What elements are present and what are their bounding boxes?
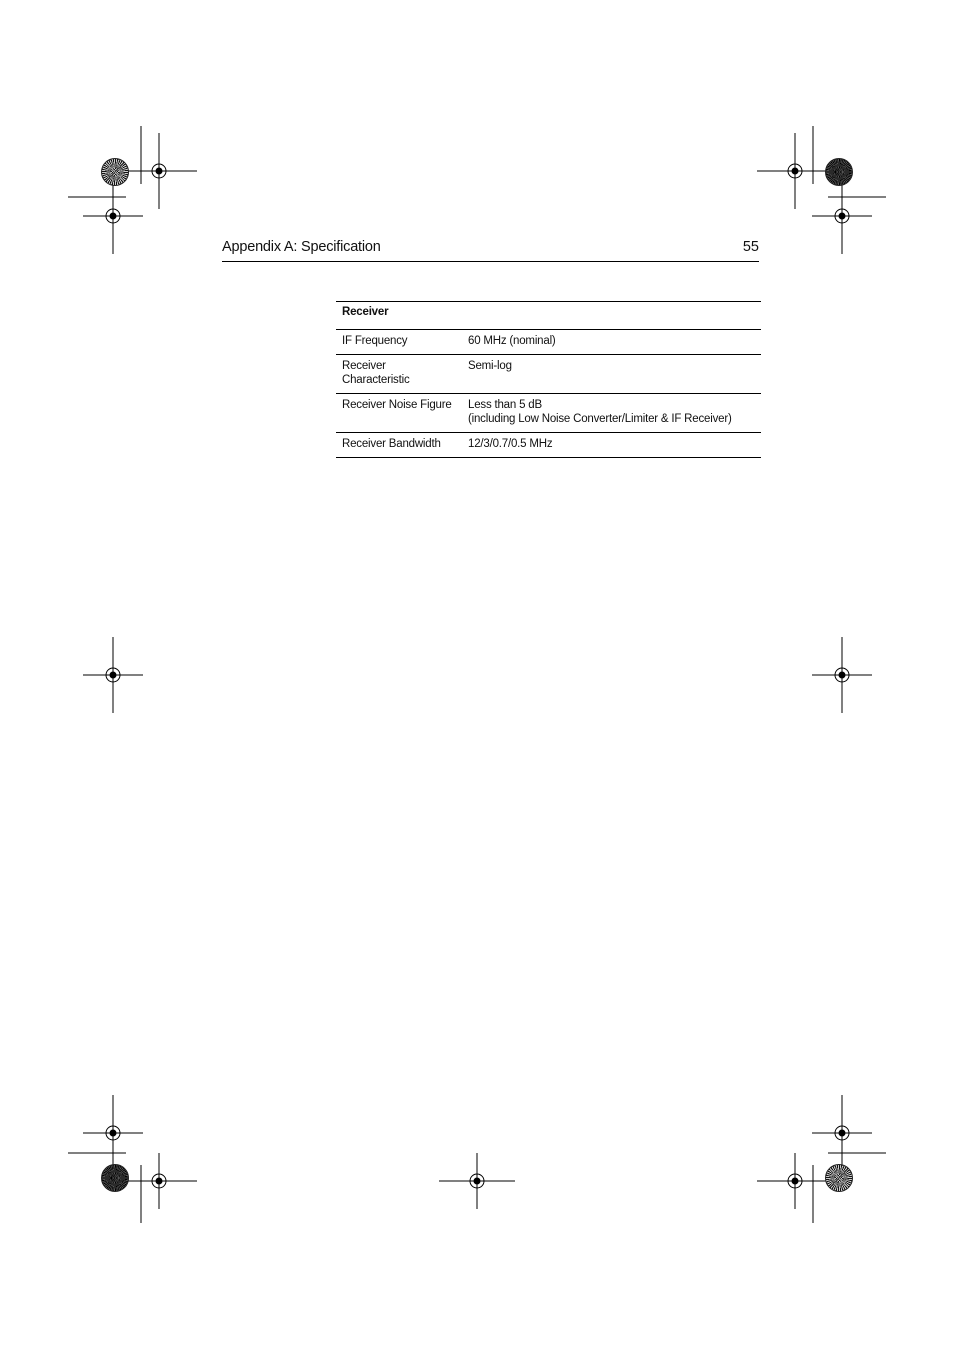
spec-label: Receiver Characteristic — [336, 355, 462, 394]
spec-value-line: Less than 5 dB — [468, 399, 542, 411]
spec-value-line: 60 MHz (nominal) — [468, 335, 556, 347]
spec-value-line: (including Low Noise Converter/Limiter & IF Receiver) — [468, 413, 732, 425]
color-rosette-mark — [825, 1164, 853, 1192]
spec-value-line: 12/3/0.7/0.5 MHz — [468, 438, 553, 450]
table-heading-row — [336, 302, 761, 330]
page-header — [222, 237, 759, 262]
spec-label: IF Frequency — [336, 330, 462, 355]
table-row — [336, 433, 761, 458]
color-rosette-mark — [101, 158, 129, 186]
table-row — [336, 394, 761, 433]
spec-value — [462, 394, 761, 433]
page-number: 55 — [742, 239, 759, 255]
color-rosette-mark — [825, 158, 853, 186]
receiver-spec-table — [336, 301, 761, 458]
spec-value-line: Semi-log — [468, 360, 512, 372]
spec-value — [462, 433, 761, 458]
spec-value — [462, 330, 761, 355]
table-row — [336, 330, 761, 355]
spec-label: Receiver Bandwidth — [336, 433, 462, 458]
spec-value — [462, 355, 761, 394]
color-rosette-mark — [101, 1164, 129, 1192]
header-title: Appendix A: Specification — [222, 239, 381, 255]
table-row — [336, 355, 761, 394]
spec-label: Receiver Noise Figure — [336, 394, 462, 433]
table-heading: Receiver — [336, 302, 761, 330]
